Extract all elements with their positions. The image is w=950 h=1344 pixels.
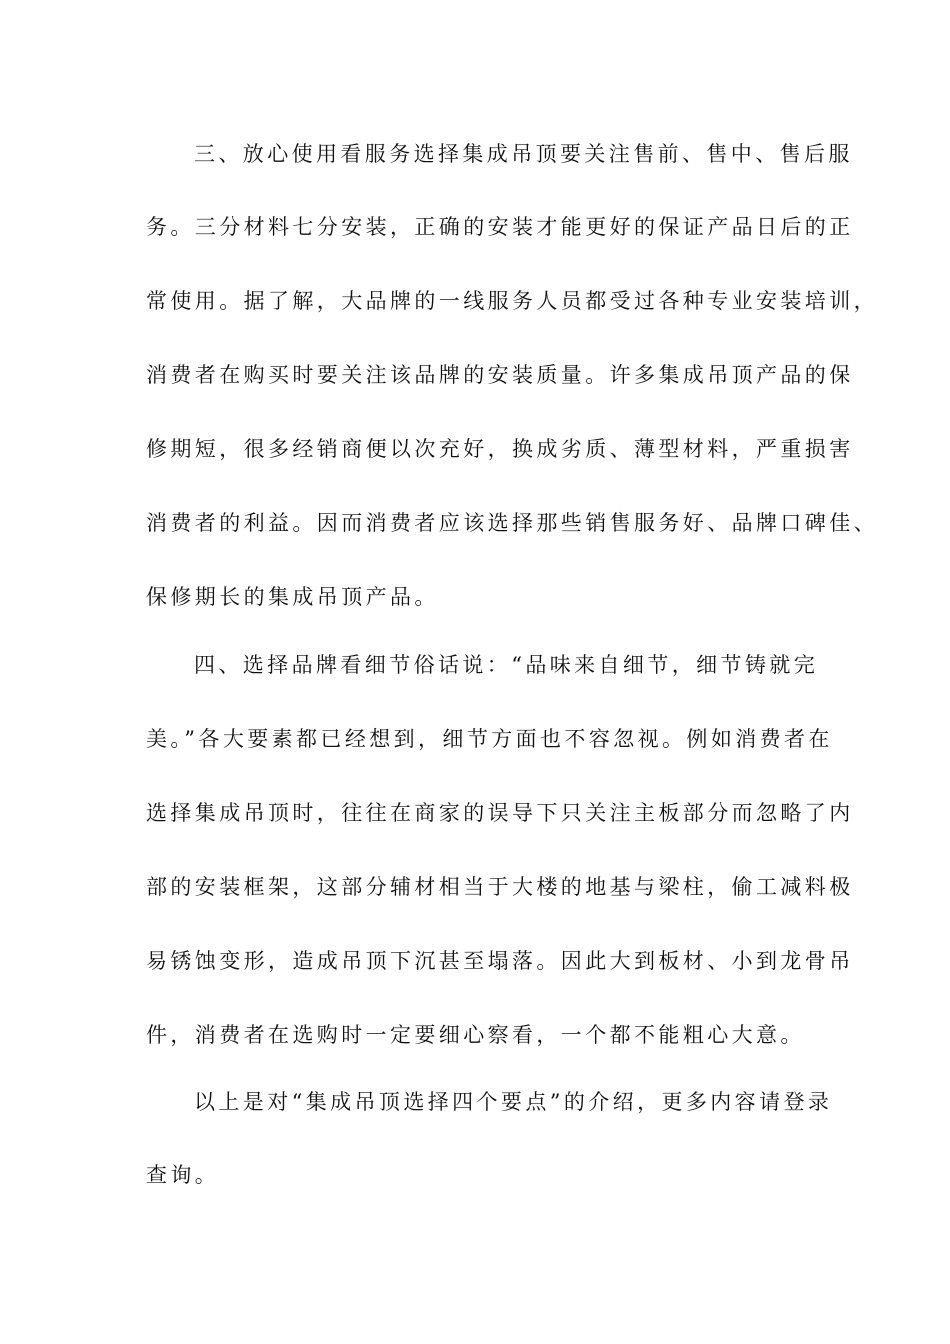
text-line: 以上是对“集成吊顶选择四个要点”的介绍，更多内容请登录: [194, 1090, 833, 1114]
text-line: 件，消费者在选购时一定要细心察看，一个都不能粗心大意。: [146, 1023, 805, 1047]
text-line: 常使用。据了解，大品牌的一线服务人员都受过各种专业安装培训，: [146, 289, 878, 313]
text-line: 消费者在购买时要关注该品牌的安装质量。许多集成吊顶产品的保: [146, 363, 854, 387]
text-line: 四、选择品牌看细节俗话说：“品味来自细节，细节铸就完: [194, 653, 819, 677]
text-line: 务。三分材料七分安装，正确的安装才能更好的保证产品日后的正: [146, 215, 854, 239]
text-line: 修期短，很多经销商便以次充好，换成劣质、薄型材料，严重损害: [146, 437, 854, 461]
text-line: 部的安装框架，这部分辅材相当于大楼的地基与梁柱，偷工减料极: [146, 875, 854, 899]
text-line: 查询。: [146, 1163, 220, 1187]
text-line: 保修期长的集成吊顶产品。: [146, 585, 439, 609]
text-line: 消费者的利益。因而消费者应该选择那些销售服务好、品牌口碑佳、: [146, 511, 878, 535]
text-line: 易锈蚀变形，造成吊顶下沉甚至塌落。因此大到板材、小到龙骨吊: [146, 949, 854, 973]
text-line: 三、放心使用看服务选择集成吊顶要关注售前、售中、售后服: [194, 142, 853, 166]
text-line: 美。”各大要素都已经想到，细节方面也不容忽视。例如消费者在: [146, 727, 833, 751]
text-line: 选择集成吊顶时，往往在商家的误导下只关注主板部分而忽略了内: [146, 801, 854, 825]
